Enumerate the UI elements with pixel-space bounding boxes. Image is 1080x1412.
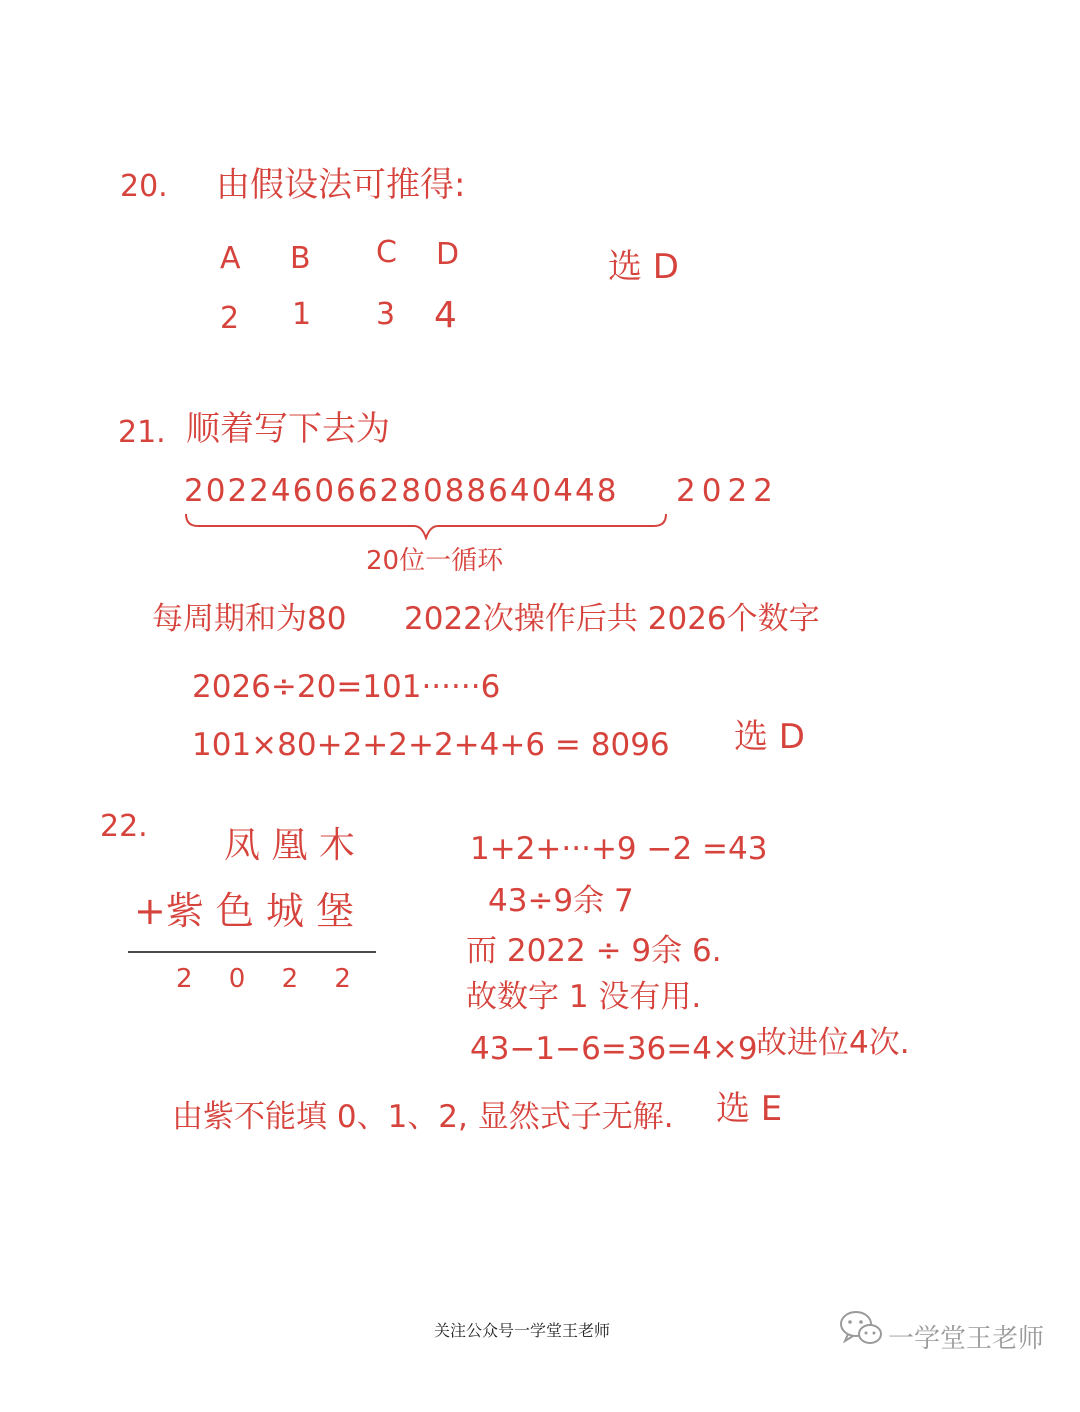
q22-remainder-2022: 而 2022 ÷ 9余 6. [466, 933, 722, 969]
q22-carry-count: 故进位4次. [756, 1025, 910, 1061]
q22-conclusion: 由紫不能填 0、1、2, 显然式子无解. [172, 1099, 674, 1135]
q20-letter-b: B [290, 241, 311, 276]
q21-total: 101×80+2+2+2+4+6 = 8096 [192, 727, 670, 763]
q22-unused-digit: 故数字 1 没有用. [466, 979, 702, 1015]
q20-intro: 由假设法可推得: [216, 165, 466, 205]
q22-sum: 2 0 2 2 [176, 964, 365, 994]
footer-caption: 关注公众号一学堂王老师 [434, 1321, 611, 1340]
q20-number: 20. [120, 169, 168, 204]
brace-icon [184, 512, 668, 540]
q22-remainder-43: 43÷9余 7 [488, 883, 634, 919]
q22-digit-total: 1+2+···+9 −2 =43 [470, 831, 768, 867]
q20-value-a: 2 [220, 301, 240, 336]
q21-division: 2026÷20=101······6 [192, 669, 501, 705]
q21-intro: 顺着写下去为 [186, 409, 390, 449]
q22-addend-top: 凤 凰 木 [224, 825, 355, 866]
q20-value-b: 1 [292, 297, 312, 332]
q20-letter-a: A [220, 241, 241, 276]
q22-carry-calc: 43−1−6=36=4×9 [470, 1031, 758, 1067]
q21-sequence-tail: 2022 [676, 473, 779, 509]
sum-divider [128, 951, 376, 953]
q20-value-c: 3 [376, 297, 396, 332]
q21-sequence: 20224606628088640448 [184, 473, 619, 509]
watermark-text: 一学堂王老师 [888, 1324, 1045, 1354]
q22-answer: 选 E [716, 1089, 783, 1129]
q21-period-sum: 每周期和为80 [152, 601, 347, 637]
q20-letter-c: C [376, 235, 397, 270]
q22-addend-bottom: +紫 色 城 堡 [134, 889, 355, 933]
q20-answer: 选 D [608, 247, 679, 287]
wechat-icon [838, 1308, 884, 1348]
q21-number: 21. [118, 415, 166, 450]
q21-answer: 选 D [734, 717, 805, 757]
q20-letter-d: D [436, 237, 460, 272]
q20-value-d: 4 [434, 295, 457, 336]
q21-digit-count: 2022次操作后共 2026个数字 [404, 601, 820, 637]
q21-brace-label: 20位一循环 [366, 546, 504, 576]
q22-number: 22. [100, 809, 148, 844]
